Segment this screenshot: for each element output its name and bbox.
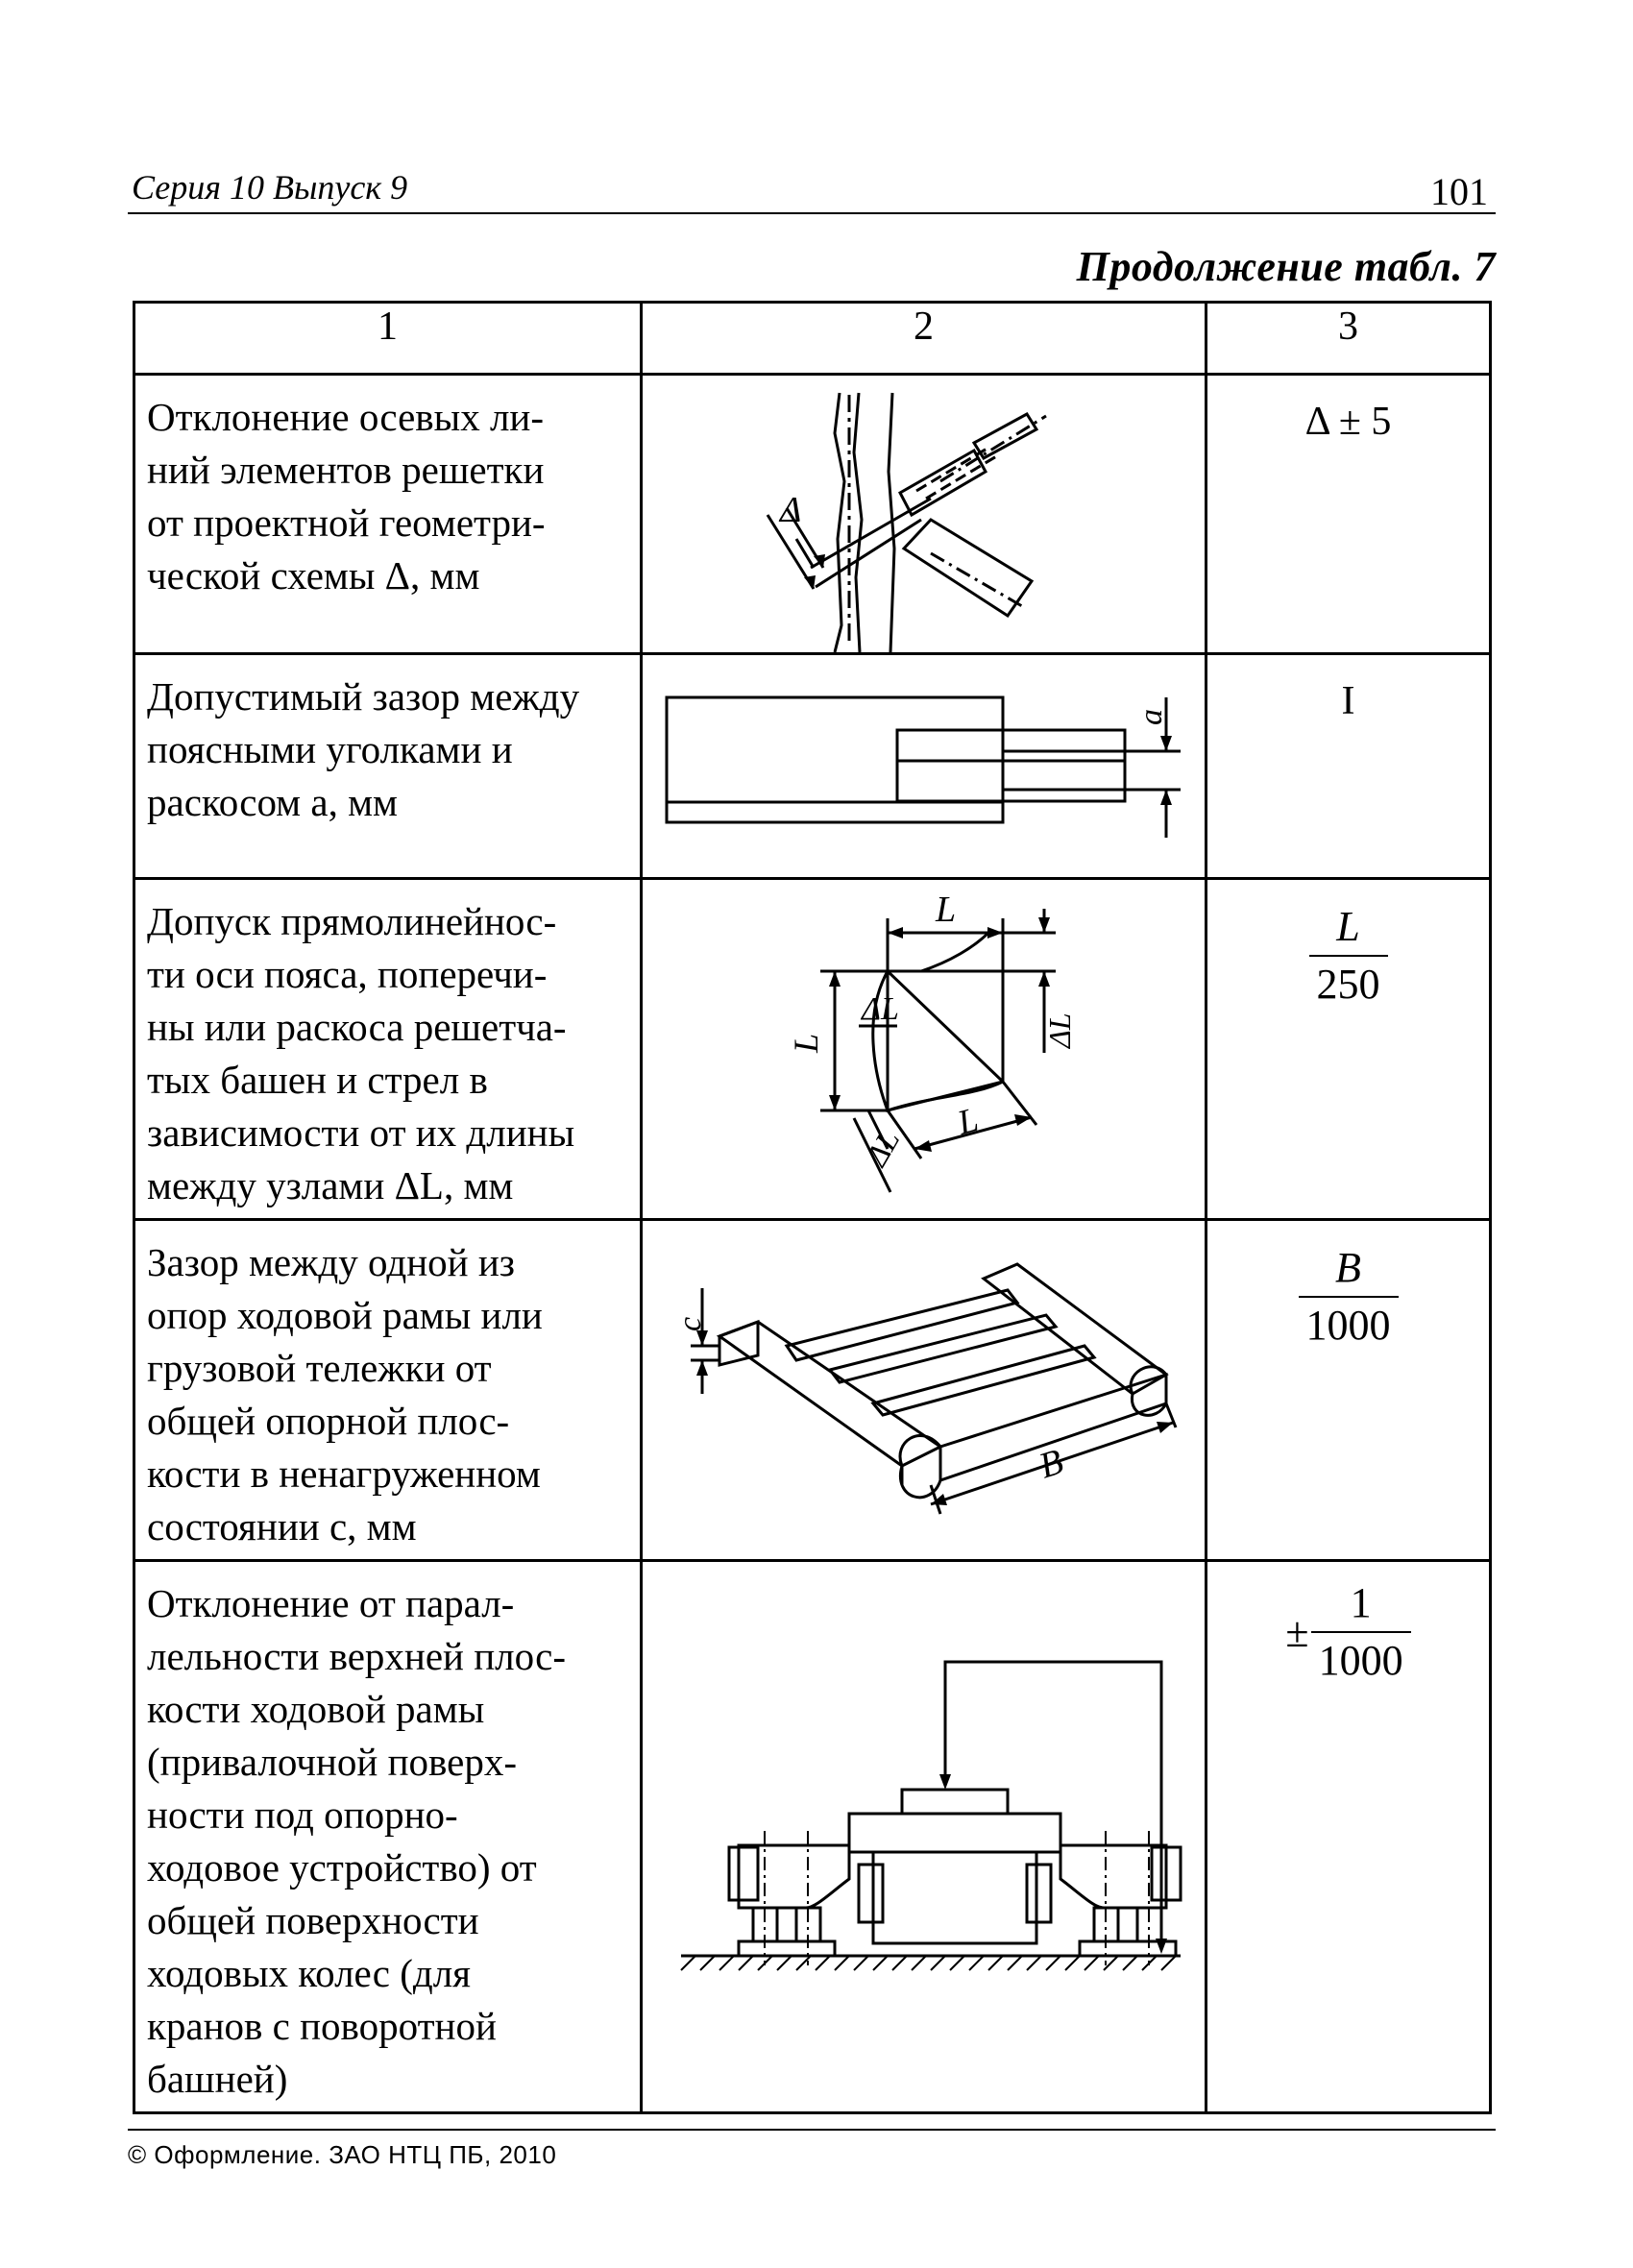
column-number-1: 1 bbox=[134, 303, 642, 375]
page-header bbox=[128, 163, 1496, 213]
row-description bbox=[134, 654, 642, 879]
value-numerator: B bbox=[1335, 1244, 1361, 1291]
angle-brace-gap-diagram bbox=[643, 655, 1205, 877]
tolerance-table bbox=[133, 301, 1492, 2114]
row-value bbox=[1206, 375, 1491, 654]
description-text: Отклонение осевых ли- ний элементов решетки от проектной геометри- ческой схемы Δ, мм bbox=[147, 395, 546, 597]
fraction-bar bbox=[1311, 1631, 1411, 1633]
footer-rule bbox=[128, 2129, 1496, 2131]
value-text: I bbox=[1341, 679, 1355, 723]
description-text: Зазор между одной из опор ходовой рамы или грузовой тележки от общей опорной плос- кости в ненагруженном состоянии c, мм bbox=[147, 1240, 543, 1549]
row-value bbox=[1206, 1220, 1491, 1561]
description-text: Допуск прямолинейнос- ти оси пояса, поперечи- ны или раскоса решетча- тых башен и стрел в зависимости от их длины между узлами ΔL, мм bbox=[147, 899, 575, 1207]
row-description bbox=[134, 375, 642, 654]
column-number-2: 2 bbox=[642, 303, 1206, 375]
delta-l-right-label: ΔL bbox=[1042, 1012, 1077, 1048]
value-denominator: 1000 bbox=[1318, 1637, 1403, 1684]
description-text: Допустимый зазор между поясными уголками и раскосом a, мм bbox=[147, 674, 580, 824]
running-frame-gap-diagram bbox=[643, 1221, 1205, 1555]
delta-l-bottom-label: ΔL bbox=[858, 1123, 907, 1172]
value-fraction bbox=[1299, 1244, 1399, 1350]
row-description bbox=[134, 1561, 642, 2113]
length-l-diagonal-label: L bbox=[953, 1099, 983, 1142]
fraction-bar bbox=[1309, 955, 1388, 957]
table-row bbox=[134, 879, 1491, 1220]
row-value bbox=[1206, 654, 1491, 879]
length-l-left-label: L bbox=[787, 1033, 825, 1053]
row-description bbox=[134, 879, 642, 1220]
row-value bbox=[1206, 1561, 1491, 2113]
row-figure bbox=[642, 375, 1206, 654]
header-rule bbox=[128, 212, 1496, 214]
row-figure bbox=[642, 1561, 1206, 2113]
value-denominator: 1000 bbox=[1305, 1302, 1391, 1349]
value-denominator: 250 bbox=[1316, 961, 1380, 1008]
value-cell bbox=[1207, 1221, 1489, 1350]
column-number-3: 3 bbox=[1206, 303, 1491, 375]
table-caption: Продолжение табл. 7 bbox=[1076, 243, 1496, 290]
plus-minus-sign: ± bbox=[1285, 1608, 1309, 1656]
row-figure bbox=[642, 879, 1206, 1220]
value-cell bbox=[1207, 880, 1489, 1009]
value-text: Δ ± 5 bbox=[1304, 400, 1392, 444]
series-label: Серия 10 Выпуск 9 bbox=[132, 168, 408, 207]
value-fraction bbox=[1311, 1579, 1411, 1685]
delta-l-inner-label: ΔL bbox=[862, 991, 899, 1027]
value-fraction bbox=[1309, 903, 1388, 1009]
row-figure bbox=[642, 1220, 1206, 1561]
row-value bbox=[1206, 879, 1491, 1220]
description-text: Отклонение от парал- лельности верхней плос- кости ходовой рамы (привалочной поверх- ности под опорно- ходовое устройство) от общей поверхности ходовых колес (для кранов с поворотной башней) bbox=[147, 1581, 567, 2101]
table-row bbox=[134, 1561, 1491, 2113]
row-description bbox=[134, 1220, 642, 1561]
table-row bbox=[134, 1220, 1491, 1561]
value-cell bbox=[1207, 1562, 1489, 1685]
fraction-bar bbox=[1299, 1296, 1399, 1298]
copyright-footer: © Оформление. ЗАО НТЦ ПБ, 2010 bbox=[128, 2140, 557, 2169]
frame-parallelism-diagram bbox=[643, 1562, 1205, 2097]
width-b-label: B bbox=[1034, 1441, 1068, 1487]
table-row bbox=[134, 375, 1491, 654]
straightness-tolerance-diagram bbox=[643, 880, 1205, 1213]
row-figure bbox=[642, 654, 1206, 879]
table-row bbox=[134, 654, 1491, 879]
page-number: 101 bbox=[1430, 170, 1488, 213]
value-numerator: L bbox=[1336, 903, 1360, 950]
gap-c-label: c bbox=[672, 1316, 708, 1331]
delta-label: Δ bbox=[780, 490, 802, 530]
gap-a-label: a bbox=[1133, 709, 1169, 725]
lattice-axis-deviation-diagram bbox=[643, 376, 1205, 652]
value-numerator: 1 bbox=[1350, 1579, 1372, 1626]
column-number-row bbox=[134, 303, 1491, 375]
length-l-top-label: L bbox=[936, 890, 957, 930]
